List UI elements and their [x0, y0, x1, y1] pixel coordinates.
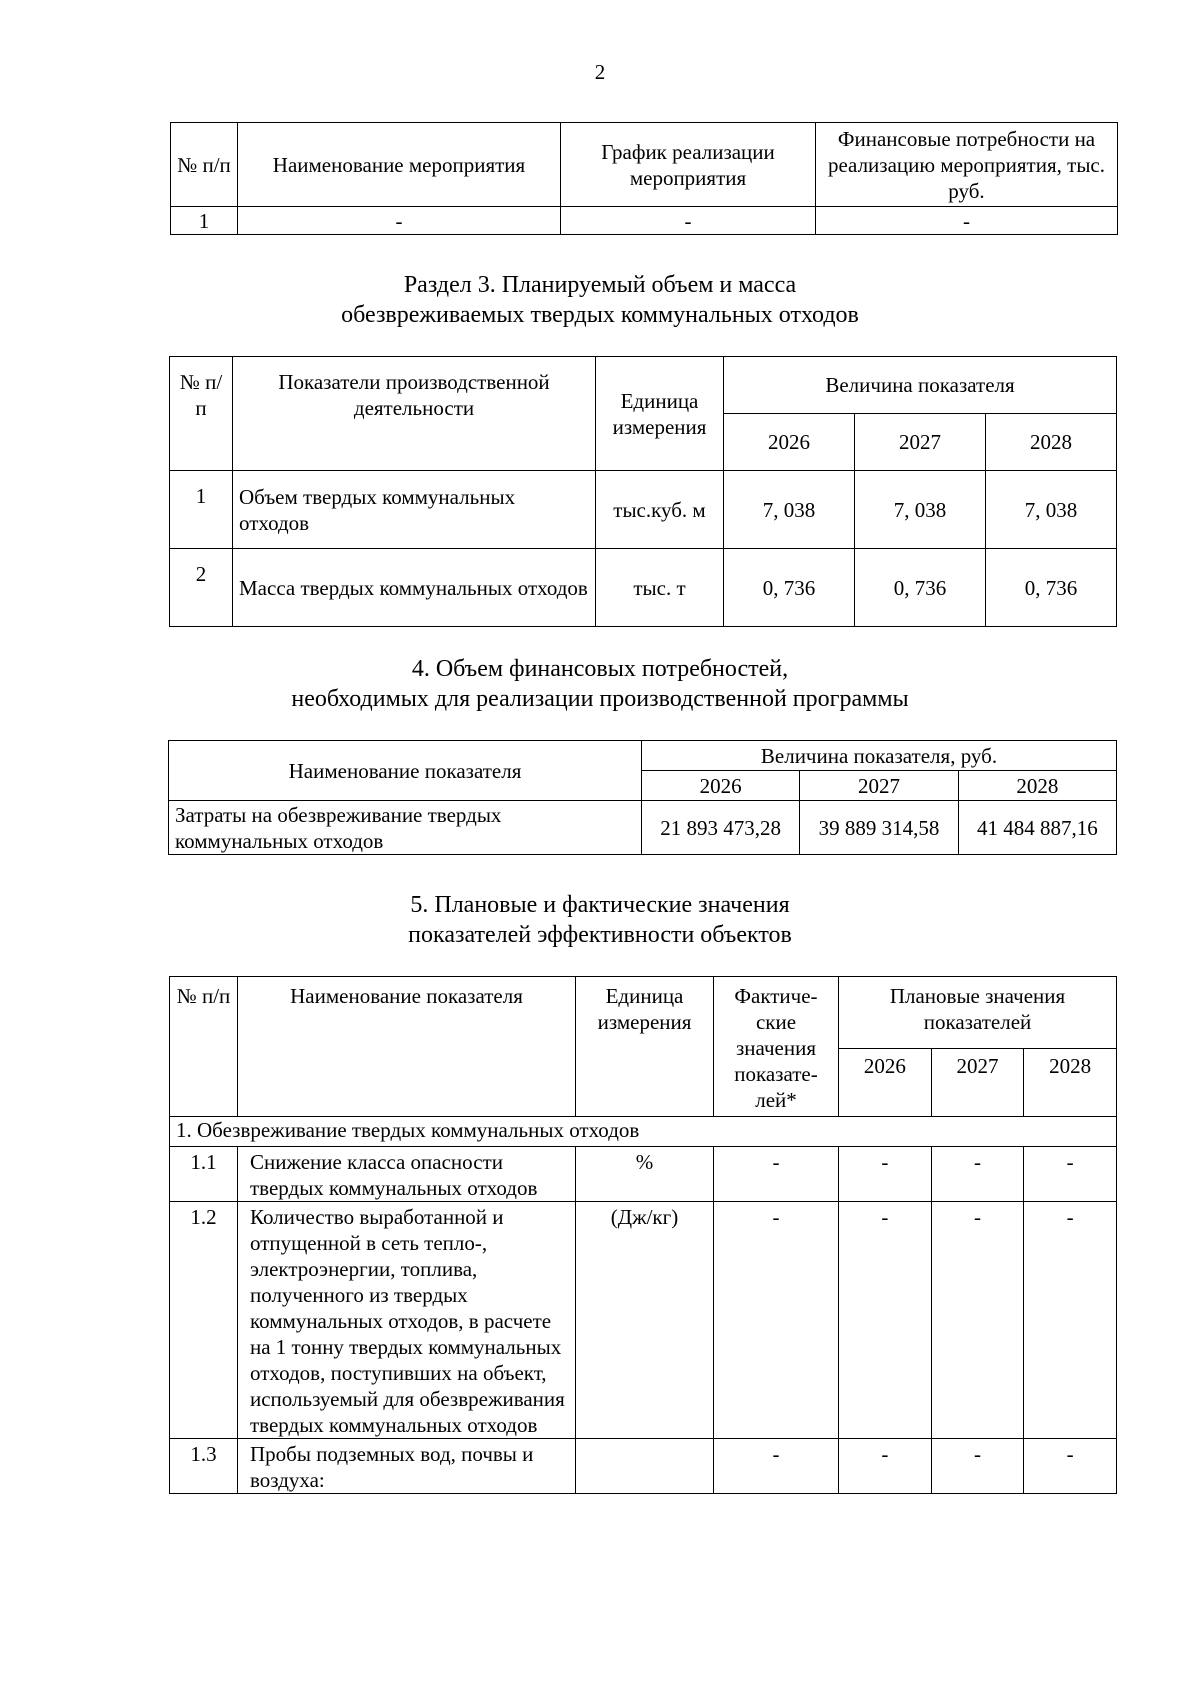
header-planned: Плановые значения показателей	[839, 977, 1117, 1049]
header-year-2028: 2028	[1024, 1049, 1117, 1117]
cell-financial-needs: -	[816, 207, 1118, 235]
header-name: Наименование показателя	[238, 977, 576, 1117]
row-actual: -	[714, 1439, 839, 1494]
header-year-2026: 2026	[839, 1049, 932, 1117]
row-num: 1.3	[170, 1439, 238, 1494]
row-value-2026: 7, 038	[724, 471, 855, 549]
row-value-2028: -	[1024, 1147, 1117, 1202]
header-indicators: Показатели производственной деятельности	[233, 357, 596, 471]
header-year-2027: 2027	[931, 1049, 1024, 1117]
header-year-2027: 2027	[800, 771, 958, 801]
header-value: Величина показателя	[724, 357, 1117, 414]
row-name: Масса твердых коммунальных отходов	[233, 549, 596, 627]
volume-mass-table	[169, 356, 1117, 627]
row-name: Снижение класса опасности твердых коммунальных отходов	[238, 1147, 576, 1202]
row-value-2027: -	[931, 1202, 1024, 1439]
row-value-2026: -	[839, 1439, 932, 1494]
header-year-2026: 2026	[642, 771, 800, 801]
section5-title: 5. Плановые и фактические значения показателей эффективности объектов	[408, 892, 792, 948]
row-value-2026: 21 893 473,28	[642, 801, 800, 855]
row-value-2028: 41 484 887,16	[958, 801, 1116, 855]
row-value-2028: -	[1024, 1202, 1117, 1439]
row-value-2028: 7, 038	[986, 471, 1117, 549]
section4-title: 4. Объем финансовых потребностей, необходимых для реализации производственной программы	[291, 656, 909, 712]
header-year-2027: 2027	[855, 414, 986, 471]
cell-num: 1	[171, 207, 238, 235]
row-num: 1	[170, 471, 233, 549]
cell-schedule: -	[561, 207, 816, 235]
row-unit: (Дж/кг)	[576, 1202, 714, 1439]
header-name: Наименование показателя	[169, 741, 642, 801]
header-financial-needs: Финансовые потребности на реализацию мероприятия, тыс. руб.	[816, 123, 1118, 207]
row-name: Объем твердых коммунальных отходов	[233, 471, 596, 549]
row-value-2026: -	[839, 1202, 932, 1439]
header-unit: Единица измерения	[576, 977, 714, 1117]
header-actual: Фактиче-ские значения показате-лей*	[714, 977, 839, 1117]
row-unit: %	[576, 1147, 714, 1202]
row-value-2028: 0, 736	[986, 549, 1117, 627]
row-value-2027: -	[931, 1147, 1024, 1202]
row-value-2027: 7, 038	[855, 471, 986, 549]
header-year-2028: 2028	[986, 414, 1117, 471]
page-number: 2	[594, 60, 606, 84]
header-value: Величина показателя, руб.	[642, 741, 1117, 771]
row-num: 2	[170, 549, 233, 627]
row-name: Затраты на обезвреживание твердых коммунальных отходов	[169, 801, 642, 855]
header-year-2026: 2026	[724, 414, 855, 471]
row-name: Пробы подземных вод, почвы и воздуха:	[238, 1439, 576, 1494]
row-actual: -	[714, 1202, 839, 1439]
financial-needs-table	[168, 740, 1117, 855]
row-unit: тыс.куб. м	[596, 471, 724, 549]
header-num: № п/п	[170, 357, 233, 471]
header-event-name: Наименование мероприятия	[238, 123, 561, 207]
header-year-2028: 2028	[958, 771, 1116, 801]
row-actual: -	[714, 1147, 839, 1202]
row-num: 1.1	[170, 1147, 238, 1202]
row-unit: тыс. т	[596, 549, 724, 627]
header-unit: Единица измерения	[596, 357, 724, 471]
row-num: 1.2	[170, 1202, 238, 1439]
group-row: 1. Обезвреживание твердых коммунальных отходов	[170, 1117, 1117, 1147]
section3-title: Раздел 3. Планируемый объем и масса обезвреживаемых твердых коммунальных отходов	[341, 272, 859, 328]
header-num: № п/п	[170, 977, 238, 1117]
cell-event-name: -	[238, 207, 561, 235]
events-table	[170, 122, 1118, 235]
row-value-2028: -	[1024, 1439, 1117, 1494]
header-schedule: График реализации мероприятия	[561, 123, 816, 207]
row-value-2026: 0, 736	[724, 549, 855, 627]
row-value-2026: -	[839, 1147, 932, 1202]
efficiency-table	[169, 976, 1117, 1494]
header-num: № п/п	[171, 123, 238, 207]
row-name: Количество выработанной и отпущенной в сеть тепло-, электроэнергии, топлива, полученного из твердых коммунальных отходов, в расчете на 1 тонну твердых коммунальных отходов, поступивших на объект, используемый для обезвреживания твердых коммунальных отходов	[238, 1202, 576, 1439]
row-value-2027: 39 889 314,58	[800, 801, 958, 855]
row-unit	[576, 1439, 714, 1494]
row-value-2027: -	[931, 1439, 1024, 1494]
row-value-2027: 0, 736	[855, 549, 986, 627]
